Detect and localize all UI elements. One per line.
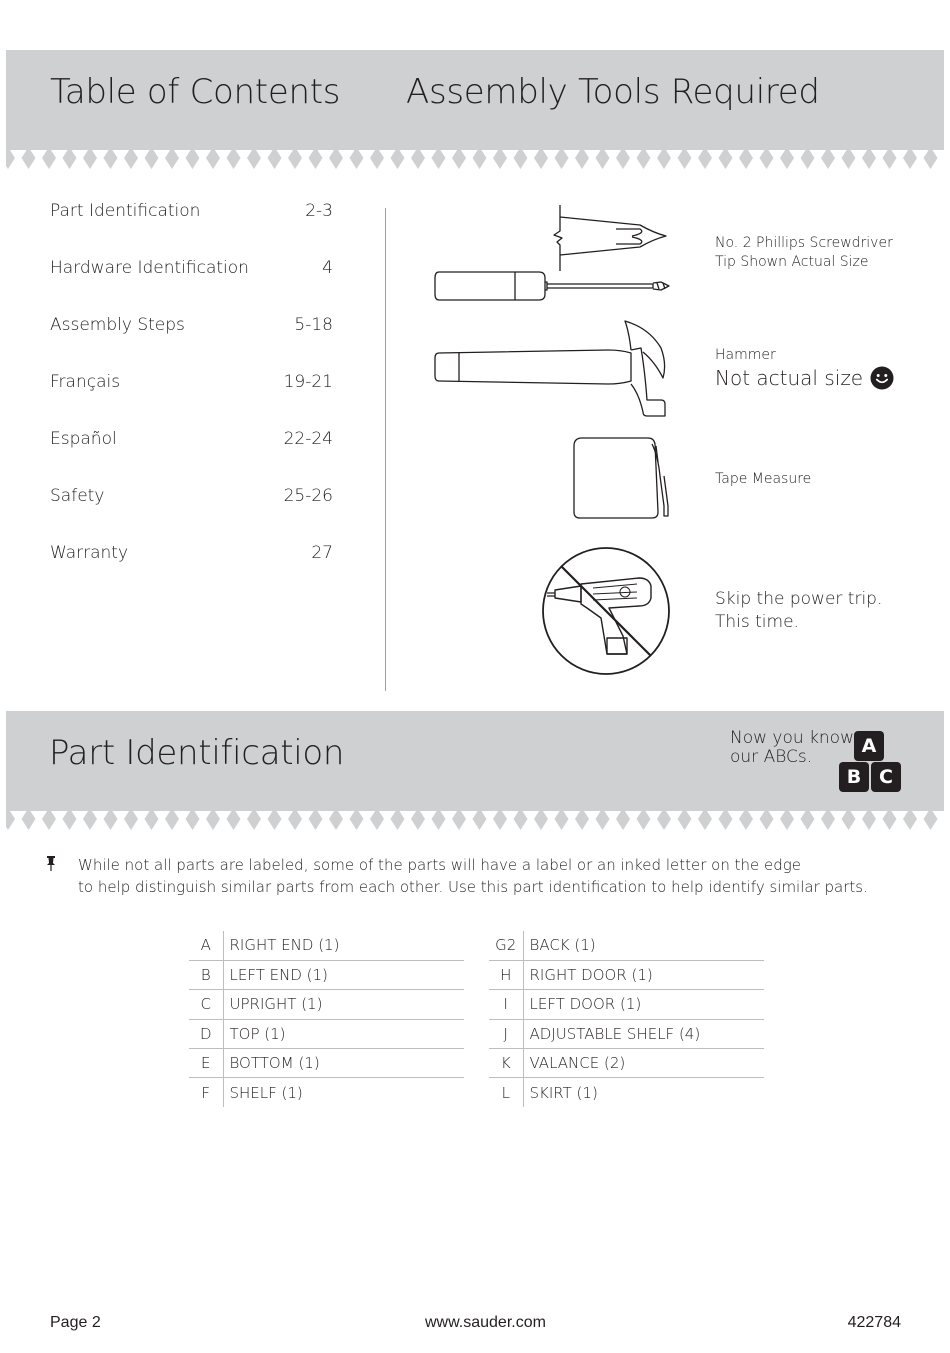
toc-title: Table of Contents (50, 72, 341, 112)
diamond-mark (247, 147, 261, 169)
toc-item-pages: 22-24 (283, 429, 333, 449)
toc-item-label: Part Identification (50, 201, 201, 221)
diamond-mark (6, 808, 15, 830)
part-letter: J (489, 1019, 523, 1048)
table-row (489, 990, 764, 1019)
toc-item-pages: 2-3 (305, 201, 333, 221)
diamond-mark (883, 808, 897, 830)
abc-caption (730, 729, 854, 767)
toc-item-label: Español (50, 429, 117, 449)
toc-item-pages: 4 (322, 258, 333, 278)
column-divider (385, 208, 386, 691)
toc-item-pages: 25-26 (283, 486, 333, 506)
toc-item[interactable] (50, 486, 333, 506)
part-letter: K (489, 1049, 523, 1078)
diamond-mark (145, 147, 159, 169)
diamond-mark (42, 808, 56, 830)
diamond-border-top (6, 145, 944, 171)
diamond-mark (124, 147, 138, 169)
diamond-mark (534, 808, 548, 830)
part-letter: F (189, 1078, 223, 1107)
drill-caption (715, 588, 882, 634)
diamond-mark (186, 147, 200, 169)
diamond-mark (391, 808, 405, 830)
abc-block-b-icon: B (839, 762, 869, 792)
abc-caption-line2: our ABCs. (730, 747, 813, 767)
table-row (489, 960, 764, 989)
diamond-mark (432, 808, 446, 830)
diamond-mark (145, 808, 159, 830)
screwdriver-caption-line1: No. 2 Phillips Screwdriver (715, 235, 893, 251)
diamond-mark (104, 808, 118, 830)
diamond-mark (370, 808, 384, 830)
part-name: LEFT END (1) (223, 960, 464, 989)
diamond-mark (411, 147, 425, 169)
toc-item[interactable] (50, 543, 333, 563)
part-letter: A (189, 931, 223, 960)
part-letter: E (189, 1049, 223, 1078)
smiley-icon (870, 366, 894, 390)
diamond-mark (698, 808, 712, 830)
table-row (489, 1049, 764, 1078)
diamond-mark (637, 808, 651, 830)
drill-caption-line2: This time. (715, 612, 799, 632)
diamond-mark (493, 147, 507, 169)
toc-item[interactable] (50, 429, 333, 449)
diamond-mark (842, 808, 856, 830)
diamond-mark (165, 808, 179, 830)
diamond-mark (329, 808, 343, 830)
diamond-mark (862, 147, 876, 169)
diamond-mark (6, 147, 15, 169)
diamond-mark (637, 147, 651, 169)
drill-caption-line1: Skip the power trip. (715, 589, 883, 609)
table-row (189, 1019, 464, 1048)
toc-item[interactable] (50, 315, 333, 335)
part-name: TOP (1) (223, 1019, 464, 1048)
note-line1: While not all parts are labeled, some of the parts will have a label or an inked letter on the edge (78, 856, 801, 874)
diamond-mark (514, 147, 528, 169)
hammer-caption (715, 346, 894, 391)
diamond-mark (678, 147, 692, 169)
diamond-mark (370, 147, 384, 169)
screwdriver-tip-icon (550, 205, 670, 273)
toc-item[interactable] (50, 258, 333, 278)
toc-item[interactable] (50, 201, 333, 221)
toc-item-pages: 19-21 (283, 372, 333, 392)
diamond-mark (124, 808, 138, 830)
toc-item-label: Warranty (50, 543, 129, 563)
toc-item-pages: 5-18 (294, 315, 333, 335)
diamond-mark (63, 808, 77, 830)
hammer-caption-line2: Not actual size (715, 366, 864, 390)
part-name: ADJUSTABLE SHELF (4) (523, 1019, 764, 1048)
diamond-mark (309, 147, 323, 169)
tape-caption-line1: Tape Measure (715, 471, 812, 487)
diamond-mark (657, 147, 671, 169)
diamond-mark (596, 808, 610, 830)
screwdriver-caption-line2: Tip Shown Actual Size (715, 254, 869, 270)
diamond-mark (452, 808, 466, 830)
diamond-mark (821, 808, 835, 830)
diamond-mark (657, 808, 671, 830)
diamond-mark (780, 808, 794, 830)
diamond-mark (555, 147, 569, 169)
table-row (489, 1078, 764, 1107)
table-row (189, 1078, 464, 1107)
diamond-mark (186, 808, 200, 830)
diamond-mark (739, 147, 753, 169)
diamond-mark (83, 147, 97, 169)
toc-item-pages: 27 (311, 543, 333, 563)
part-name: BOTTOM (1) (223, 1049, 464, 1078)
diamond-mark (227, 808, 241, 830)
table-row (189, 960, 464, 989)
part-name: UPRIGHT (1) (223, 990, 464, 1019)
table-row (189, 1049, 464, 1078)
part-name: SKIRT (1) (529, 1083, 598, 1102)
abc-block-c-icon: C (871, 762, 901, 792)
diamond-mark (883, 147, 897, 169)
diamond-mark (63, 147, 77, 169)
diamond-mark (780, 147, 794, 169)
screwdriver-icon (433, 268, 673, 304)
diamond-mark (719, 808, 733, 830)
table-row (189, 931, 464, 960)
part-letter: C (189, 990, 223, 1019)
table-row (489, 1019, 764, 1048)
diamond-mark (247, 808, 261, 830)
diamond-mark (924, 147, 938, 169)
diamond-mark (903, 808, 917, 830)
diamond-mark (760, 808, 774, 830)
diamond-mark (575, 147, 589, 169)
diamond-mark (452, 147, 466, 169)
part-letter: G2 (489, 931, 523, 960)
diamond-mark (288, 808, 302, 830)
diamond-mark (862, 808, 876, 830)
diamond-mark (473, 147, 487, 169)
diamond-mark (309, 808, 323, 830)
tape-caption (715, 470, 811, 489)
diamond-mark (514, 808, 528, 830)
diamond-mark (391, 147, 405, 169)
part-letter: L (489, 1078, 523, 1107)
part-name: BACK (1) (523, 931, 764, 960)
part-letter: I (489, 990, 523, 1019)
note-line2: to help distinguish similar parts from each other. Use this part identification to help identify similar parts. (78, 878, 868, 896)
diamond-mark (42, 147, 56, 169)
pushpin-icon (46, 855, 56, 871)
abc-caption-line1: Now you know (730, 728, 854, 748)
footer-website-link[interactable]: www.sauder.com (425, 1314, 546, 1331)
diamond-mark (432, 147, 446, 169)
hammer-caption-line1: Hammer (715, 347, 776, 363)
tools-title: Assembly Tools Required (406, 72, 820, 112)
diamond-mark (329, 147, 343, 169)
diamond-mark (616, 808, 630, 830)
footer-page-number: Page 2 (50, 1314, 101, 1331)
diamond-mark (575, 808, 589, 830)
diamond-mark (760, 147, 774, 169)
screwdriver-caption (715, 234, 893, 272)
toc-item[interactable] (50, 372, 333, 392)
diamond-mark (104, 147, 118, 169)
parts-table-left (189, 931, 464, 1107)
toc-item-label: Hardware Identification (50, 258, 249, 278)
diamond-mark (903, 147, 917, 169)
diamond-mark (227, 147, 241, 169)
diamond-mark (22, 808, 36, 830)
diamond-mark (719, 147, 733, 169)
diamond-mark (821, 147, 835, 169)
part-letter: H (489, 960, 523, 989)
abc-block-a-icon: A (854, 731, 884, 761)
diamond-mark (801, 147, 815, 169)
diamond-mark (739, 808, 753, 830)
diamond-mark (534, 147, 548, 169)
parts-table-right (489, 931, 764, 1107)
footer-product-code: 422784 (847, 1314, 901, 1331)
part-name: LEFT DOOR (1) (523, 990, 764, 1019)
tape-measure-icon (572, 436, 672, 522)
no-power-drill-icon (541, 546, 671, 676)
diamond-mark (268, 147, 282, 169)
table-row (189, 990, 464, 1019)
part-identification-title: Part Identification (49, 733, 345, 773)
diamond-mark (596, 147, 610, 169)
diamond-mark (350, 808, 364, 830)
diamond-mark (288, 147, 302, 169)
diamond-mark (22, 147, 36, 169)
toc-item-label: Safety (50, 486, 105, 506)
diamond-mark (165, 147, 179, 169)
part-letter: B (189, 960, 223, 989)
diamond-mark (678, 808, 692, 830)
diamond-mark (350, 147, 364, 169)
part-name: VALANCE (2) (523, 1049, 764, 1078)
diamond-mark (473, 808, 487, 830)
part-name: RIGHT DOOR (1) (523, 960, 764, 989)
diamond-mark (555, 808, 569, 830)
diamond-mark (924, 808, 938, 830)
diamond-mark (268, 808, 282, 830)
toc-item-label: Français (50, 372, 121, 392)
part-identification-note (78, 854, 868, 898)
diamond-mark (842, 147, 856, 169)
diamond-mark (493, 808, 507, 830)
table-row (489, 931, 764, 960)
diamond-mark (206, 808, 220, 830)
diamond-border-mid (6, 806, 944, 832)
toc-item-label: Assembly Steps (50, 315, 185, 335)
diamond-mark (616, 147, 630, 169)
hammer-icon (433, 318, 673, 422)
part-letter: D (189, 1019, 223, 1048)
diamond-mark (698, 147, 712, 169)
part-name: RIGHT END (1) (223, 931, 464, 960)
part-name: SHELF (1) (229, 1083, 303, 1102)
diamond-mark (83, 808, 97, 830)
diamond-mark (206, 147, 220, 169)
diamond-mark (411, 808, 425, 830)
diamond-mark (801, 808, 815, 830)
